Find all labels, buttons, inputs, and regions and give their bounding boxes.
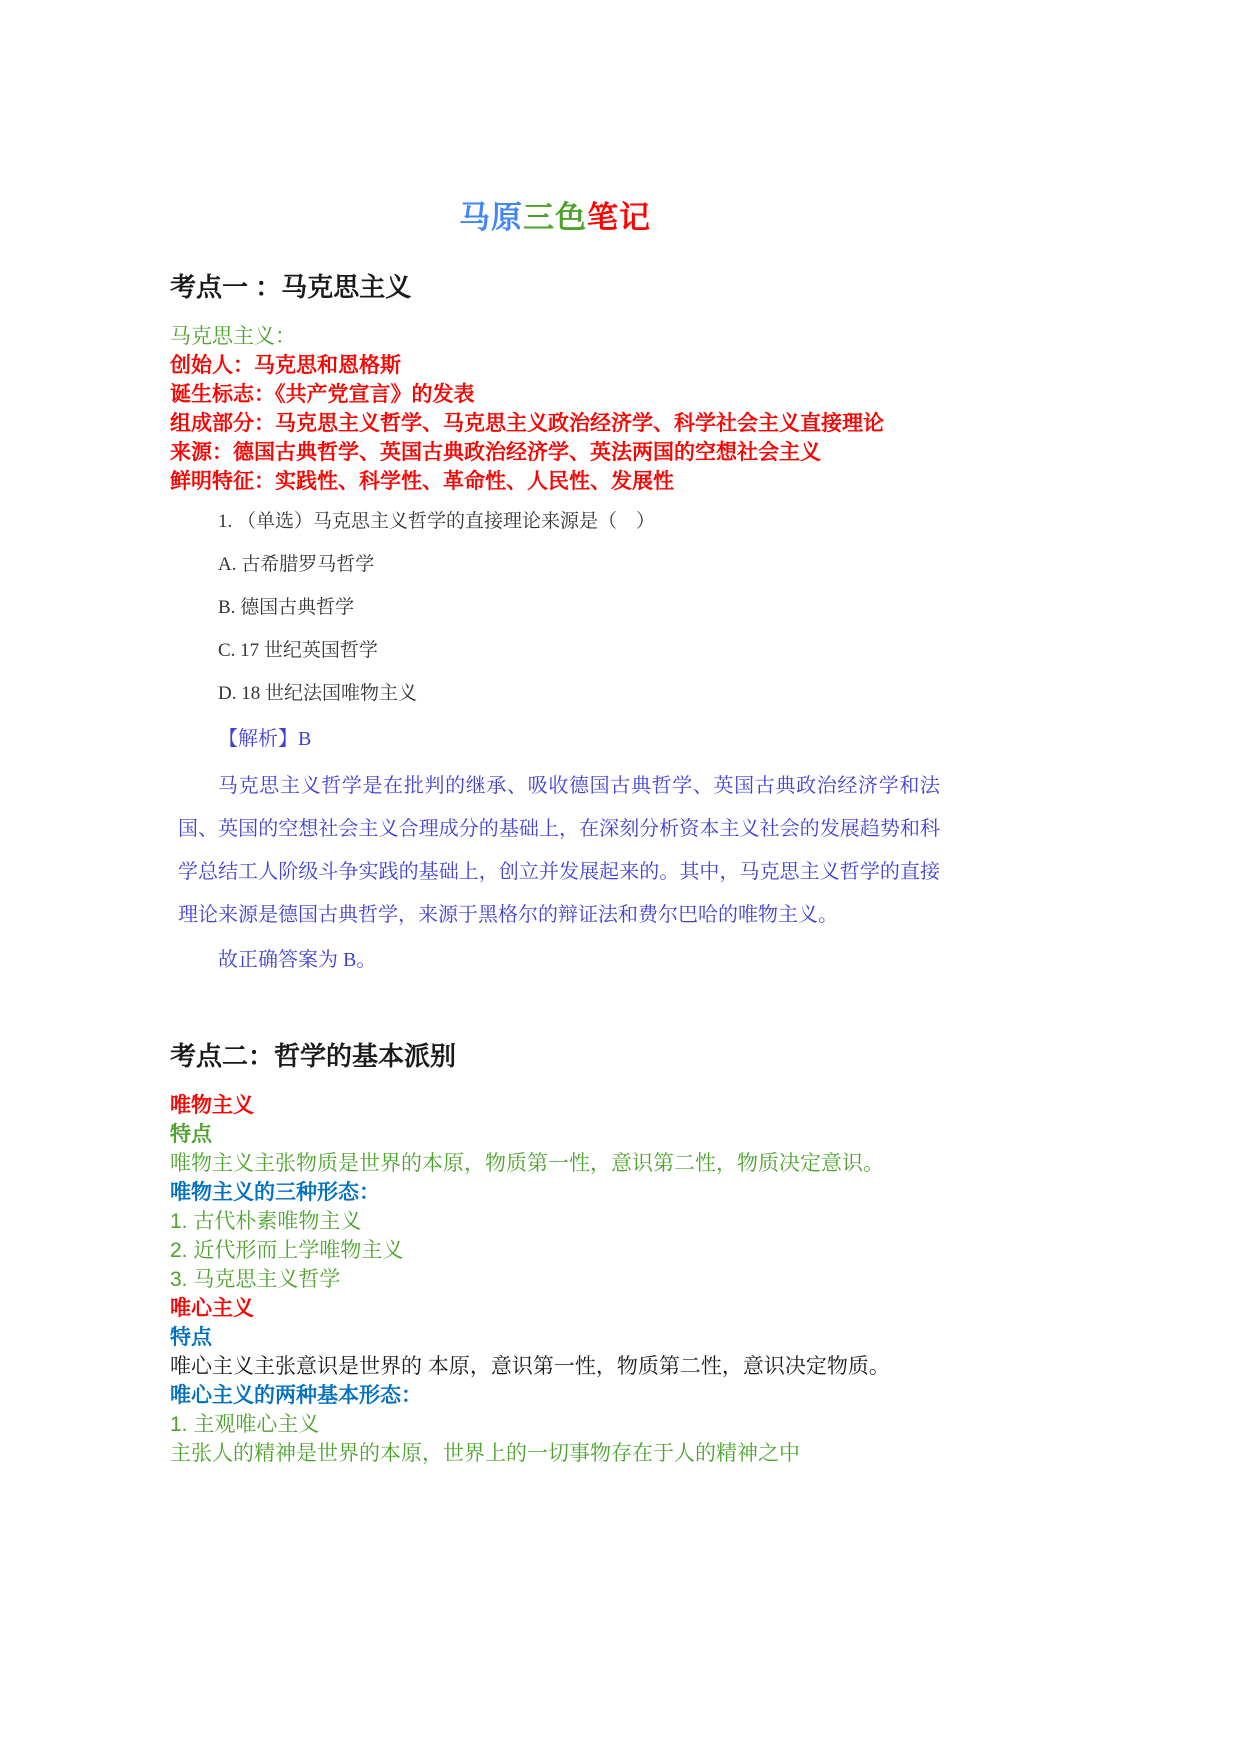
analysis-text: 马克思主义哲学是在批判的继承、吸收德国古典哲学、英国古典政治经济学和法国、英国的空想社会主义合理成分的基础上，在深刻分析资本主义社会的发展趋势和科学总结工人阶级斗争实践的基础上，创立并发展起来的。其中，马克思主义哲学的直接理论来源是德国古典哲学，来源于黑格尔的辩证法和费尔巴哈的唯物主义。 [178, 775, 940, 926]
section2-heading: 考点二：哲学的基本派别 [170, 1041, 457, 1071]
question-block [218, 512, 940, 704]
note-line: 唯物主义主张物质是世界的本原，物质第一性，意识第二性，物质决定意识。 [170, 1152, 884, 1175]
note-line: 组成部分：马克思主义哲学、马克思主义政治经济学、科学社会主义直接理论 [170, 412, 884, 435]
note-line: 特点 [170, 1123, 212, 1146]
note-line: 马克思主义： [170, 325, 296, 348]
analysis-block [170, 727, 940, 982]
note-line: 来源：德国古典哲学、英国古典政治经济学、英法两国的空想社会主义 [170, 441, 821, 464]
question-option-b: B. 德国古典哲学 [218, 597, 355, 618]
note-line: 唯物主义 [170, 1094, 254, 1117]
doc-title-part-green: 三色 [523, 200, 587, 235]
question-option-d: D. 18 世纪法国唯物主义 [218, 683, 417, 704]
section1-heading: 考点一 ：马克思主义 [170, 272, 412, 302]
doc-title-part-red: 笔记 [587, 200, 651, 235]
section2-notes [170, 1091, 940, 1468]
note-line: 2. 近代形而上学唯物主义 [170, 1239, 404, 1262]
note-line: 3. 马克思主义哲学 [170, 1268, 341, 1291]
note-line: 主张人的精神是世界的本原，世界上的一切事物存在于人的精神之中 [170, 1442, 800, 1465]
doc-title [170, 192, 940, 237]
note-line: 1. 古代朴素唯物主义 [170, 1210, 362, 1233]
section1-notes [170, 322, 940, 496]
analysis-label: 【解析】B [218, 728, 312, 750]
note-line: 唯心主义主张意识是世界的 本原，意识第一性，物质第二性，意识决定物质。 [170, 1355, 890, 1378]
note-line: 1. 主观唯心主义 [170, 1413, 320, 1436]
analysis-conclusion: 故正确答案为 B。 [218, 949, 377, 971]
note-line: 创始人：马克思和恩格斯 [170, 354, 401, 377]
note-line: 诞生标志：《共产党宣言》的发表 [170, 383, 475, 406]
note-line: 特点 [170, 1326, 212, 1349]
note-line: 唯心主义的两种基本形态： [170, 1384, 422, 1407]
note-line: 鲜明特征：实践性、科学性、革命性、人民性、发展性 [170, 470, 674, 493]
note-line: 唯物主义的三种形态： [170, 1181, 380, 1204]
note-line: 唯心主义 [170, 1297, 254, 1320]
question-option-c: C. 17 世纪英国哲学 [218, 640, 378, 661]
doc-title-part-blue: 马原 [459, 200, 523, 235]
question-stem: 1. （单选）马克思主义哲学的直接理论来源是（ ） [218, 511, 656, 532]
question-option-a: A. 古希腊罗马哲学 [218, 554, 375, 575]
